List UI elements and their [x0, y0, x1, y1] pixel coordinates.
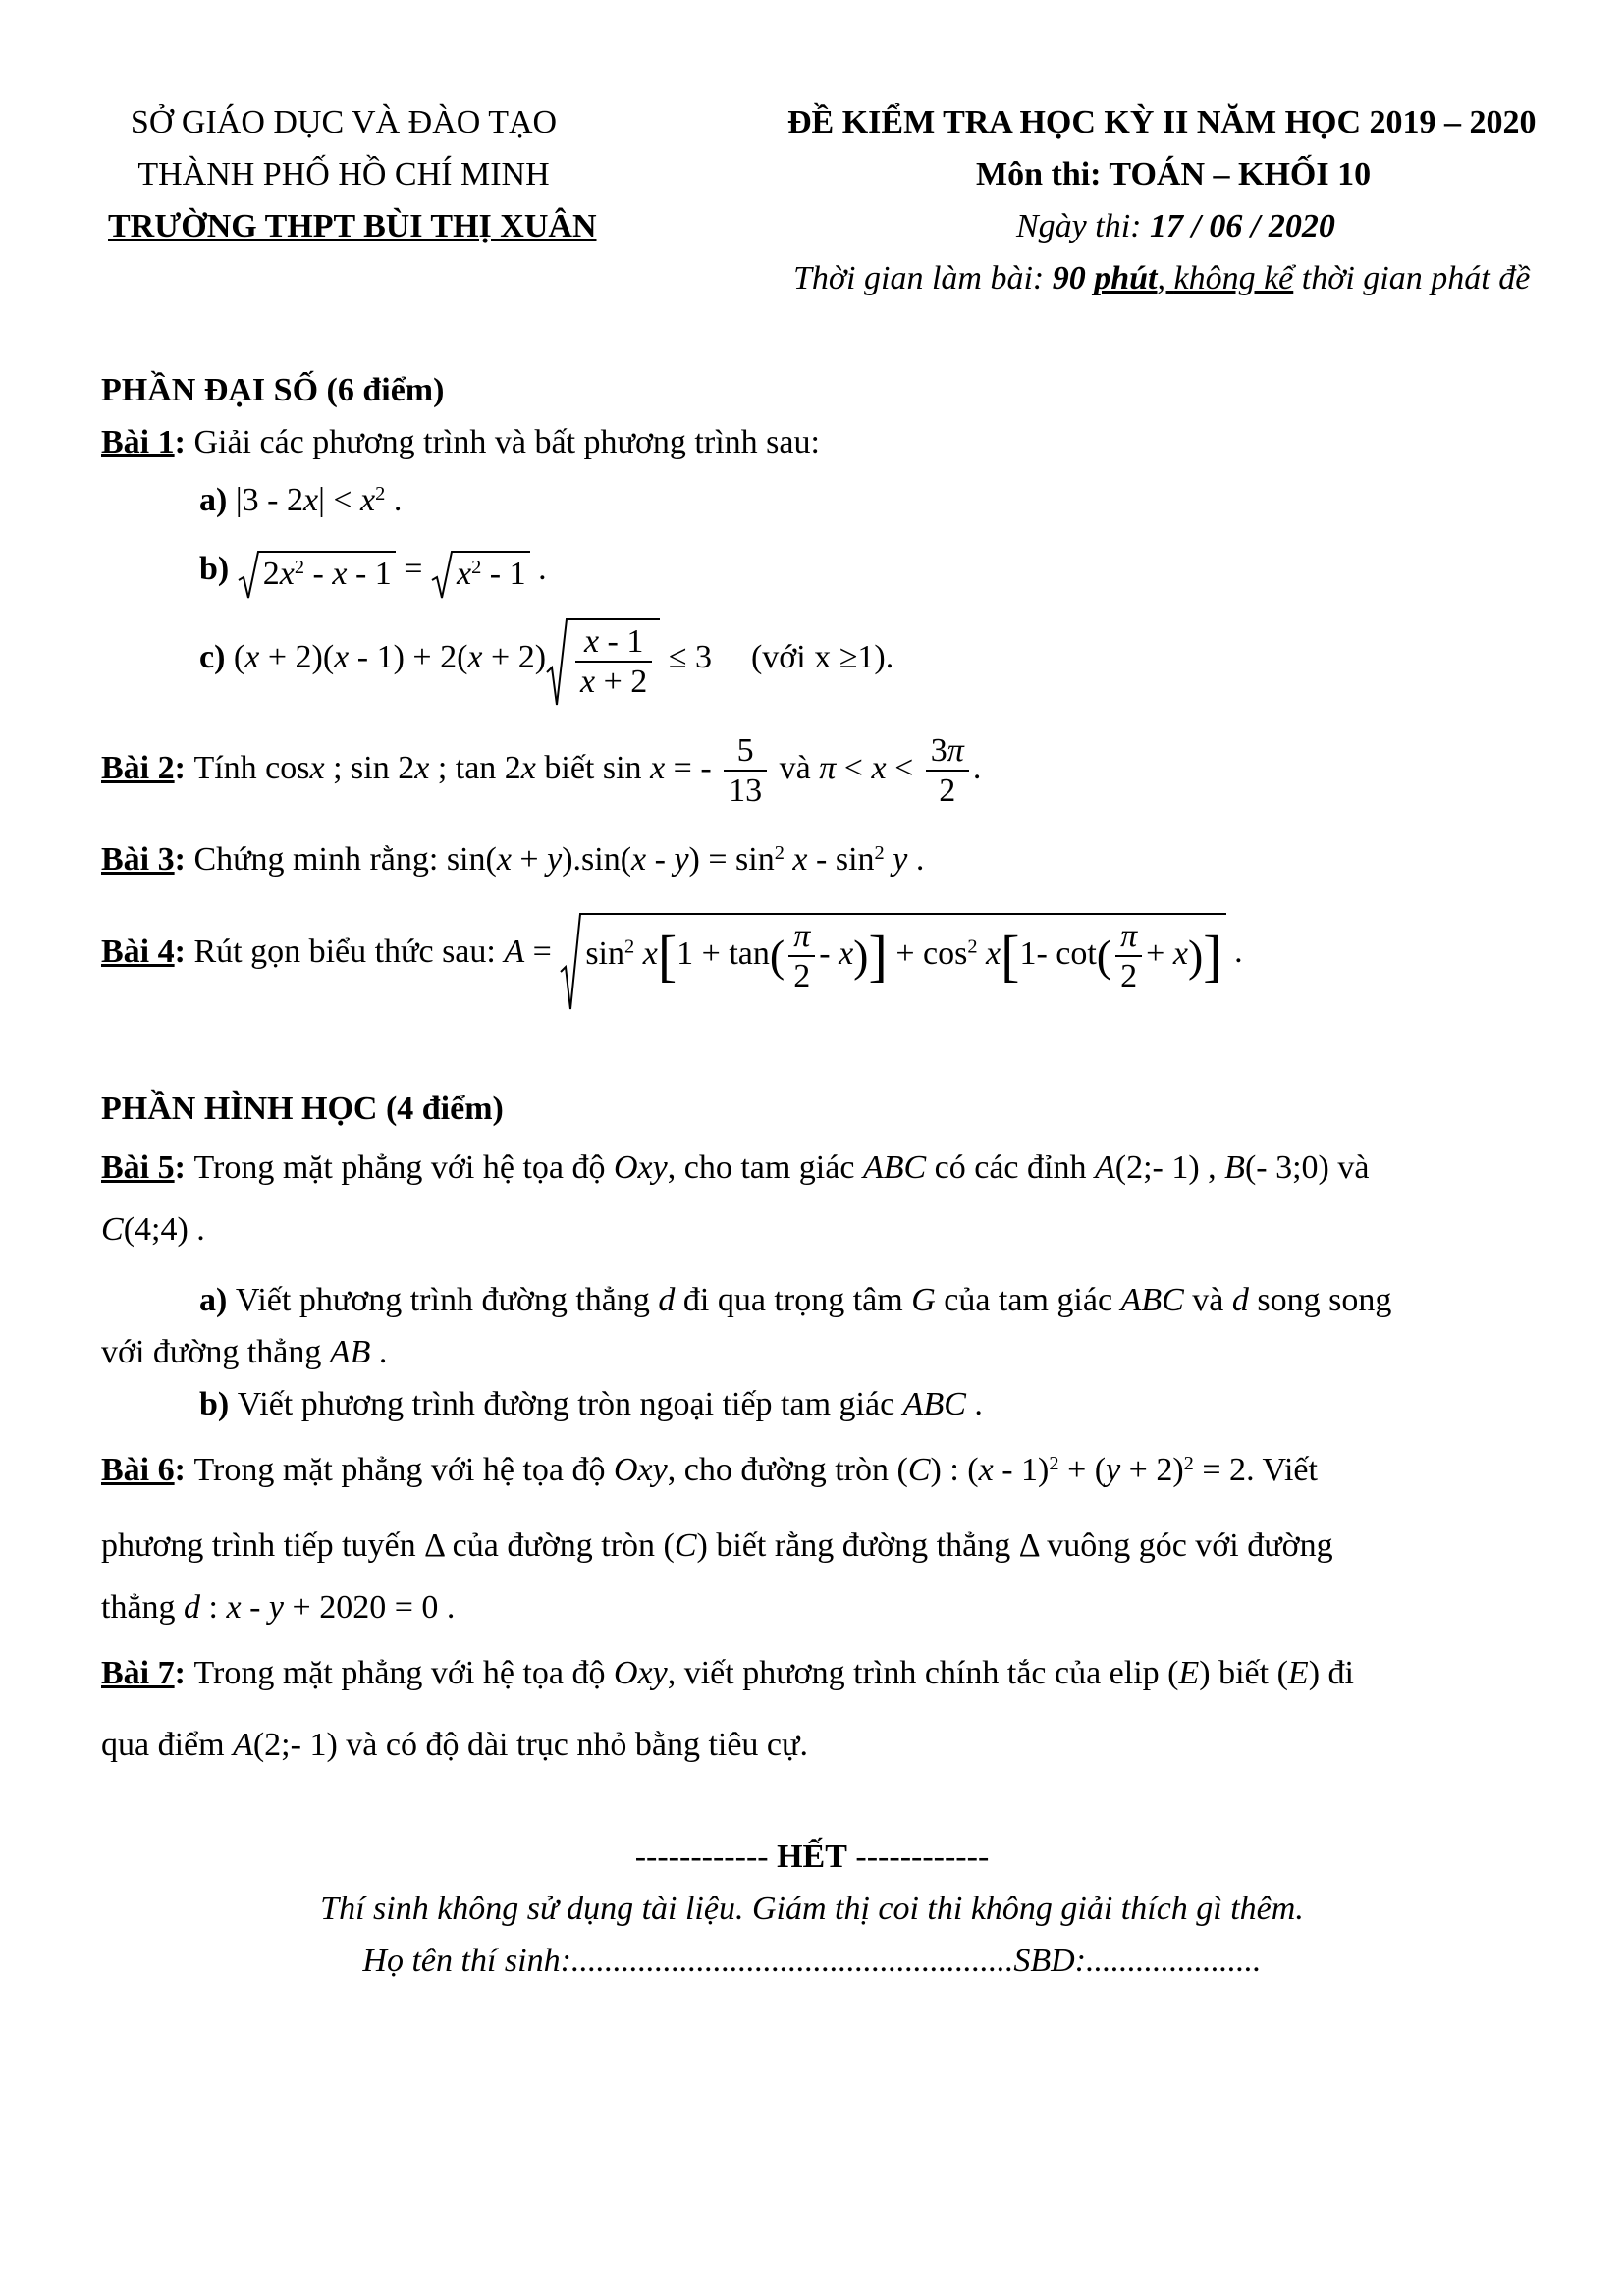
bai5-b-label: b) [199, 1386, 238, 1422]
vertices: A(2;- 1) , B(- 3;0) [1094, 1149, 1329, 1186]
bai5-a-line2: với đường thẳng AB . [101, 1334, 388, 1370]
bai6-line1: Bài 6: Trong mặt phẳng với hệ tọa độ Oxy, cho đường tròn (C) : $(x - 1)^2 + (y + 2)^2 = 2$. Viết [101, 1452, 1318, 1488]
bai6-text8: thẳng [101, 1589, 185, 1626]
bai1-c-note: (với x ≥1). [750, 638, 894, 675]
exam-date-label: Ngày thi: [1016, 208, 1150, 244]
bai5-a-text3: của tam giác [935, 1282, 1121, 1318]
sqrt-fraction: $\frac{x - 1}{x + 2}$ [546, 618, 660, 701]
duration-note-underlined: không kể [1173, 260, 1294, 296]
circle-equation: (C) : $(x - 1)^2 + (y + 2)^2 = 2$ [896, 1452, 1247, 1488]
subject-line: Môn thi: TOÁN – KHỐI 10 [976, 156, 1372, 192]
bai5-a-text2: đi qua trọng tâm [675, 1282, 912, 1318]
end-word: HẾT [777, 1839, 847, 1875]
duration-value: 90 [1052, 260, 1095, 296]
bai1-b-label: b) [199, 551, 238, 587]
bai4-formula: A = $\sin^2 x[1 + \tan$( $\frac{\pi}{2}$ - $x)] + \cos^2 x[1-$ cot( $\frac{\pi}{2}$ + x)] . [504, 934, 1242, 970]
bai2-text2: biết [535, 749, 603, 786]
bai2-formula2: sin x = - $\frac{5}{13}$ [603, 750, 771, 786]
bai5-a-text1: Viết phương trình đường thẳng [235, 1282, 659, 1318]
bai1-text: Giải các phương trình và bất phương trình sau: [193, 424, 820, 460]
bai5-line1 [101, 1148, 1369, 1187]
bai5-label: Bài 5 [101, 1149, 175, 1186]
duration-note-rest: thời gian phát đề [1293, 260, 1531, 296]
bai5-text2: , cho tam giác [667, 1149, 863, 1186]
exam-duration [793, 259, 1530, 297]
oxy-symbol: Oxy [613, 1149, 668, 1186]
duration-unit: phút [1094, 260, 1158, 296]
bai1-a-label: a) [199, 482, 236, 518]
bai5-text1: Trong mặt phẳng với hệ tọa độ [193, 1149, 614, 1186]
bai7-text4: đi [1320, 1655, 1354, 1691]
section-geometry-title: PHẦN HÌNH HỌC (4 điểm) [101, 1091, 504, 1127]
bai4-colon: : [174, 933, 194, 970]
bai3 [101, 840, 924, 879]
bai5-a-text5: song song [1248, 1282, 1392, 1318]
bai7-text3: biết [1210, 1655, 1277, 1691]
section-algebra-title: PHẦN ĐẠI SỐ (6 điểm) [101, 372, 445, 408]
bai2-formula1: cosx ; sin 2x ; tan 2x [265, 749, 536, 786]
bai6-text4: phương trình tiếp tuyến [101, 1527, 425, 1564]
bai5-b-text: Viết phương trình đường tròn ngoại tiếp tam giác [237, 1386, 903, 1422]
abc-symbol: ABC [862, 1149, 927, 1186]
bai5-text3: có các đỉnh [926, 1149, 1095, 1186]
bai7-line2 [101, 1726, 808, 1764]
bai7-text6: và có độ dài trục nhỏ bằng tiêu cự. [337, 1727, 808, 1763]
bai2-colon: : [174, 749, 194, 786]
bai7-label: Bài 7 [101, 1655, 175, 1691]
bai1-label: Bài 1 [101, 424, 175, 460]
bai5-a-label: a) [199, 1282, 236, 1318]
candidate-name-line: Họ tên thí sinh:.....................................................SBD:..................... [362, 1943, 1262, 1979]
bai3-label: Bài 3 [101, 841, 175, 878]
bai2-text3: và [771, 749, 820, 786]
bai1-a-formula: $|3 - 2x| < x^2$ . [235, 482, 403, 518]
exam-date [1016, 207, 1335, 245]
bai7-text1: Trong mặt phẳng với hệ tọa độ [193, 1655, 614, 1691]
bai2-text1: Tính [193, 749, 266, 786]
bai5-line2 [101, 1210, 205, 1249]
bai1-heading [101, 423, 820, 461]
bai1-b-formula: $2x^2$ - x - 1 = $x^2 - 1$ . [238, 551, 547, 587]
exam-title: ĐỀ KIỂM TRA HỌC KỲ II NĂM HỌC 2019 – 2020 [787, 104, 1537, 140]
bai1-c-formula: (x + 2)(x - 1) + 2(x + 2) $\frac{x - 1}{x + 2}$ ≤ 3 [234, 639, 712, 675]
bai2-label: Bài 2 [101, 749, 175, 786]
sqrt-left: $2x^2$ - x - 1 [238, 551, 396, 593]
bai7-text2: , viết phương trình chính tắc của elip [667, 1655, 1168, 1691]
bai6-text1: Trong mặt phẳng với hệ tọa độ [193, 1452, 614, 1488]
end-marker [0, 1838, 1624, 1876]
department-name: SỞ GIÁO DỤC VÀ ĐÀO TẠO [130, 104, 558, 140]
bai3-formula: $\sin(x + y).\sin(x - y) = \sin^2 x - \sin^2 y$ . [446, 841, 925, 878]
end-dashes-left: ------------ [634, 1839, 778, 1875]
point-a: A(2;- 1) [233, 1727, 338, 1763]
bai4 [101, 913, 1243, 995]
duration-sep: , [1157, 260, 1174, 296]
bai1-c [199, 618, 893, 701]
city-name: THÀNH PHỐ HỒ CHÍ MINH [137, 156, 550, 192]
bai6-text2: , cho đường tròn [667, 1452, 897, 1488]
bai6-text7: vuông góc với đường [1038, 1527, 1333, 1564]
exam-date-value: 17 / 06 / 2020 [1149, 208, 1335, 244]
bai5-a-text4: và [1183, 1282, 1232, 1318]
bai5-colon: : [174, 1149, 194, 1186]
bai1-b [199, 550, 547, 593]
line-d-equation: d : x - y + 2020 = 0 . [184, 1589, 456, 1626]
bai6-text5: của đường tròn [444, 1527, 664, 1564]
footer-note: Thí sinh không sử dụng tài liệu. Giám thị coi thi không giải thích gì thêm. [320, 1891, 1304, 1927]
vertex-c: C(4;4) . [101, 1211, 205, 1248]
bai6-line3 [101, 1588, 455, 1627]
bai5-b: b) Viết phương trình đường tròn ngoại tiếp tam giác ABC . [199, 1386, 983, 1422]
sqrt-right: $x^2 - 1$ [431, 551, 530, 593]
bai3-text: Chứng minh rằng: [193, 841, 447, 878]
bai7-colon: : [174, 1655, 194, 1691]
bai4-text: Rút gọn biểu thức sau: [193, 933, 505, 970]
bai1-c-label: c) [199, 638, 234, 675]
end-dashes-right: ------------ [846, 1839, 990, 1875]
bai6-line2: phương trình tiếp tuyến Δ của đường tròn (C) biết rằng đường thẳng Δ vuông góc với đường [101, 1527, 1333, 1564]
bai2 [101, 731, 981, 810]
bai4-label: Bài 4 [101, 933, 175, 970]
bai5-a-line2-text: với đường thẳng [101, 1334, 330, 1370]
bai7-text5: qua điểm [101, 1727, 234, 1763]
bai1-colon: : [174, 424, 194, 460]
school-name: TRƯỜNG THPT BÙI THỊ XUÂN [108, 208, 597, 244]
bai6-label: Bài 6 [101, 1452, 175, 1488]
bai1-a [199, 481, 402, 519]
bai7-line1: Bài 7: Trong mặt phẳng với hệ tọa độ Oxy, viết phương trình chính tắc của elip (E) biết (E) đi [101, 1655, 1354, 1691]
bai6-colon: : [174, 1452, 194, 1488]
bai5-a: a) Viết phương trình đường thẳng d đi qua trọng tâm G của tam giác ABC và d song song [199, 1282, 1392, 1318]
bai2-formula3: π < x < $\frac{3\pi}{2}$ . [819, 732, 982, 810]
bai3-colon: : [174, 841, 194, 878]
bai6-text3: . Viết [1246, 1452, 1318, 1488]
bai5-text4: và [1328, 1149, 1370, 1186]
bai6-text6: biết rằng đường thẳng [707, 1527, 1019, 1564]
duration-label: Thời gian làm bài: [793, 260, 1053, 296]
sqrt-big: $\sin^2 x[1 + \tan$( $\frac{\pi}{2}$ - $x)] + \cos^2 x[1-$ cot( $\frac{\pi}{2}$ + x)] [560, 913, 1225, 995]
